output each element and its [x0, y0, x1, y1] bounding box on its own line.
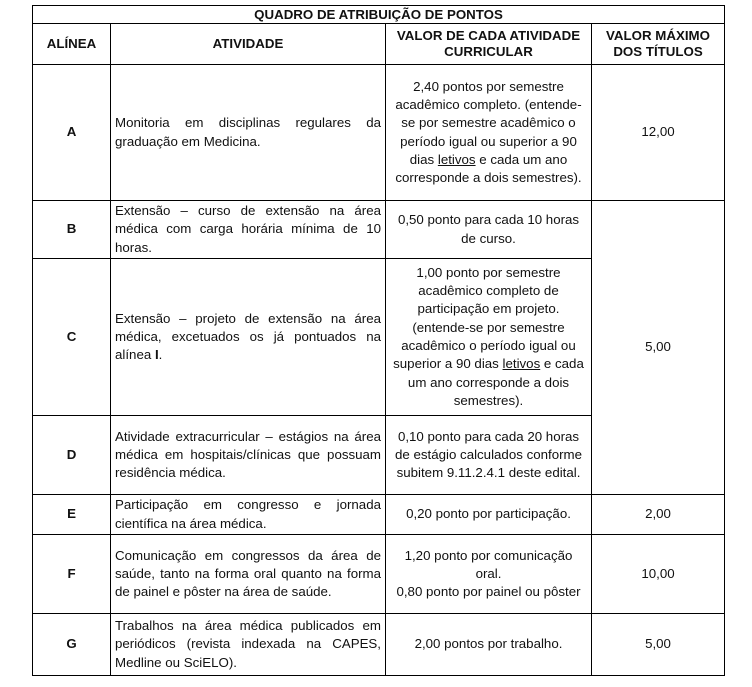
row-valor [386, 535, 592, 614]
row-maximo: 5,00 [592, 614, 725, 676]
table-row [33, 535, 725, 614]
row-atividade: Participação em congresso e jornada científica na área médica. [111, 495, 386, 535]
table-header-row [33, 24, 725, 65]
row-atividade: Comunicação em congressos da área de saúde, tanto na forma oral quanto na forma de painel e pôster na área de saúde. [111, 535, 386, 614]
row-alinea: C [33, 259, 111, 416]
header-alinea: ALÍNEA [33, 24, 111, 65]
header-maximo: VALOR MÁXIMO DOS TÍTULOS [592, 24, 725, 65]
row-alinea: B [33, 201, 111, 259]
row-atividade: Trabalhos na área médica publicados em periódicos (revista indexada na CAPES, Medline ou SciELO). [111, 614, 386, 676]
row-alinea: G [33, 614, 111, 676]
row-valor-text-end: e cada um ano corresponde a dois semestres). [407, 356, 584, 408]
row-atividade-text-end: . [158, 347, 163, 363]
row-valor-underlined: letivos [437, 151, 476, 167]
row-alinea: F [33, 535, 111, 614]
row-atividade: Monitoria em disciplinas regulares da graduação em Medicina. [111, 65, 386, 201]
row-alinea: D [33, 416, 111, 495]
row-valor-line: 0,80 ponto por painel ou pôster [396, 584, 581, 600]
row-alinea: E [33, 495, 111, 535]
row-valor: 0,50 ponto para cada 10 horas de curso. [386, 201, 592, 259]
row-atividade: Atividade extracurricular – estágios na área médica em hospitais/clínicas que possuam residência médica. [111, 416, 386, 495]
row-atividade-text: Extensão – projeto de extensão na área médica, excetuados os já pontuados na alínea [115, 310, 381, 363]
row-valor [386, 259, 592, 416]
row-valor: 0,10 ponto para cada 20 horas de estágio calculados conforme subitem 9.11.2.4.1 deste edital. [386, 416, 592, 495]
row-valor-text: 2,40 pontos por semestre acadêmico completo. (entende-se por semestre acadêmico o período igual ou superior a 90 dias [395, 78, 582, 167]
row-maximo: 12,00 [592, 65, 725, 201]
table-row [33, 614, 725, 676]
row-valor-text-end: e cada um ano corresponde a dois semestres). [395, 151, 582, 186]
row-atividade-bold: I [154, 347, 159, 363]
table-title-row [33, 6, 725, 24]
row-atividade: Extensão – curso de extensão na área médica com carga horária mínima de 10 horas. [111, 201, 386, 259]
row-valor: 2,00 pontos por trabalho. [386, 614, 592, 676]
row-alinea: A [33, 65, 111, 201]
header-valor: VALOR DE CADA ATIVIDADE CURRICULAR [386, 24, 592, 65]
row-valor-text: 1,00 ponto por semestre acadêmico completo de participação em projeto. (entende-se por semestre acadêmico o período igual ou superior a 90 dias [393, 264, 576, 372]
row-maximo: 5,00 [592, 201, 725, 495]
points-table [32, 5, 725, 676]
table-row [33, 65, 725, 201]
row-valor-line: 1,20 ponto por comunicação oral. [404, 547, 573, 581]
row-valor: 0,20 ponto por participação. [386, 495, 592, 535]
header-atividade: ATIVIDADE [111, 24, 386, 65]
table-title: QUADRO DE ATRIBUIÇÃO DE PONTOS [33, 6, 725, 24]
row-atividade [111, 259, 386, 416]
row-maximo: 10,00 [592, 535, 725, 614]
table-row [33, 495, 725, 535]
row-valor-underlined: letivos [502, 356, 541, 372]
table-row [33, 201, 725, 259]
row-maximo: 2,00 [592, 495, 725, 535]
row-valor [386, 65, 592, 201]
